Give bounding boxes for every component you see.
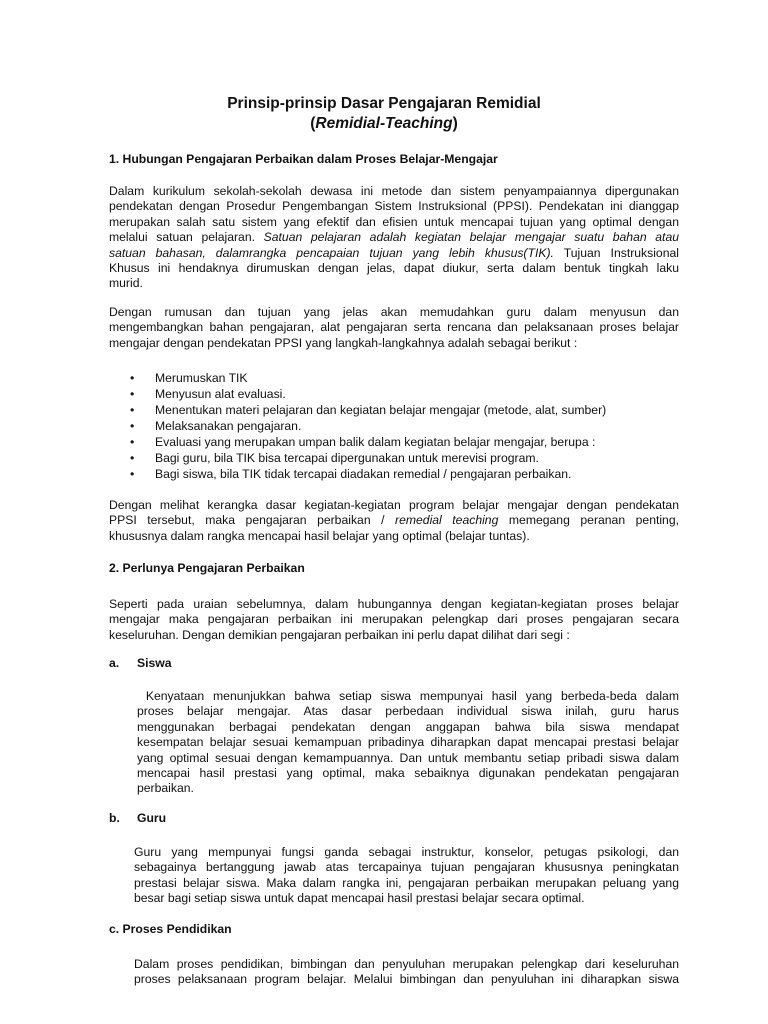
list-item: • Bagi siswa, bila TIK tidak tercapai diadakan remedial / pengajaran perbaikan. bbox=[130, 466, 606, 482]
list-item: • Melaksanakan pengajaran. bbox=[130, 418, 606, 434]
list-item: • Bagi guru, bila TIK bisa tercapai dipergunakan untuk merevisi program. bbox=[130, 450, 606, 466]
section-heading-2: 2. Perlunya Pengajaran Perbaikan bbox=[109, 561, 305, 575]
steps-list bbox=[130, 370, 606, 482]
list-item: • Menyusun alat evaluasi. bbox=[130, 386, 606, 402]
section-heading-1: 1. Hubungan Pengajaran Perbaikan dalam Proses Belajar-Mengajar bbox=[109, 152, 498, 166]
list-item: • Merumuskan TIK bbox=[130, 370, 606, 386]
paragraph-guru: Guru yang mempunyai fungsi ganda sebagai instruktur, konselor, petugas psikologi, dan sebagainya bertanggung jawab atas tercapainya tujuan pengajaran khususnya peningkatan prestasi belajar siswa. Maka dalam rangka ini, pengajaran perbaikan merupakan peluang yang besar bagi setiap siswa untuk dapat mencapai hasil prestasi belajar secara optimal. bbox=[134, 845, 679, 906]
list-item: • Menentukan materi pelajaran dan kegiatan belajar mengajar (metode, alat, sumber) bbox=[130, 402, 606, 418]
subheading-guru: b. Guru bbox=[109, 811, 167, 825]
paragraph-2: Dengan rumusan dan tujuan yang jelas akan memudahkan guru dalam menyusun dan mengembangkan bahan pengajaran, alat pengajaran serta rencana dan pelaksanaan proses belajar mengajar dengan pendekatan PPSI yang langkah-langkahnya adalah sebagai berikut : bbox=[109, 305, 679, 350]
document-subtitle: (Remidial-Teaching) bbox=[310, 115, 458, 132]
subtitle-italic: Remidial-Teaching bbox=[315, 115, 453, 132]
list-item: • Evaluasi yang merupakan umpan balik dalam kegiatan belajar mengajar, berupa : bbox=[130, 434, 606, 450]
paragraph-siswa: Kenyataan menunjukkan bahwa setiap siswa mempunyai hasil yang berbeda-beda dalam proses belajar mengajar. Atas dasar perbedaan individual siswa inilah, guru harus menggunakan berbagai pendekatan dengan anggapan bahwa bila siswa mendapat kesempatan belajar sesuai kemampuan pribadinya diharapkan dapat mencapai prestasi belajar yang optimal sesuai dengan kemampuannya. Dan untuk membantu setiap pribadi siswa dalam mencapai hasil prestasi yang optimal, maka sebaiknya digunakan pendekatan pengajaran perbaikan. bbox=[137, 689, 679, 796]
paragraph-proses-pendidikan: Dalam proses pendidikan, bimbingan dan penyuluhan merupakan pelengkap dari keseluruhan proses pelaksanaan program belajar. Melalui bimbingan dan penyuluhan ini diharapkan siswa bbox=[134, 957, 679, 987]
paragraph-1: Dalam kurikulum sekolah-sekolah dewasa ini metode dan sistem penyampaiannya dipergunakan pendekatan dengan Prosedur Pengembangan Sistem Instruksional (PPSI). Pendekatan ini dianggap merupakan salah satu sistem yang efektif dan efisien untuk mencapai tujuan yang optimal dengan melalui satuan pelajaran. Satuan pelajaran adalah kegiatan belajar mengajar suatu bahan atau satuan bahasan, dalamrangka pencapaian tujuan yang lebih khusus(TIK). Tujuan Instruksional Khusus ini hendaknya dirumuskan dengan jelas, dapat diukur, serta dalam bentuk tingkah laku murid. bbox=[109, 184, 679, 291]
paragraph-4: Seperti pada uraian sebelumnya, dalam hubungannya dengan kegiatan-kegiatan proses belajar mengajar maka pengajaran perbaikan ini merupakan pelengkap dari proses pengajaran secara keseluruhan. Dengan demikian pengajaran perbaikan ini perlu dapat dilihat dari segi : bbox=[109, 597, 679, 642]
subheading-proses-pendidikan: c. Proses Pendidikan bbox=[109, 922, 232, 936]
paragraph-3: Dengan melihat kerangka dasar kegiatan-kegiatan program belajar mengajar dengan pendekatan PPSI tersebut, maka pengajaran perbaikan / remedial teaching memegang peranan penting, khususnya dalam rangka mencapai hasil belajar yang optimal (belajar tuntas). bbox=[109, 498, 680, 543]
subheading-siswa: a. Siswa bbox=[109, 656, 172, 670]
document-title: Prinsip-prinsip Dasar Pengajaran Remidial bbox=[227, 95, 541, 112]
